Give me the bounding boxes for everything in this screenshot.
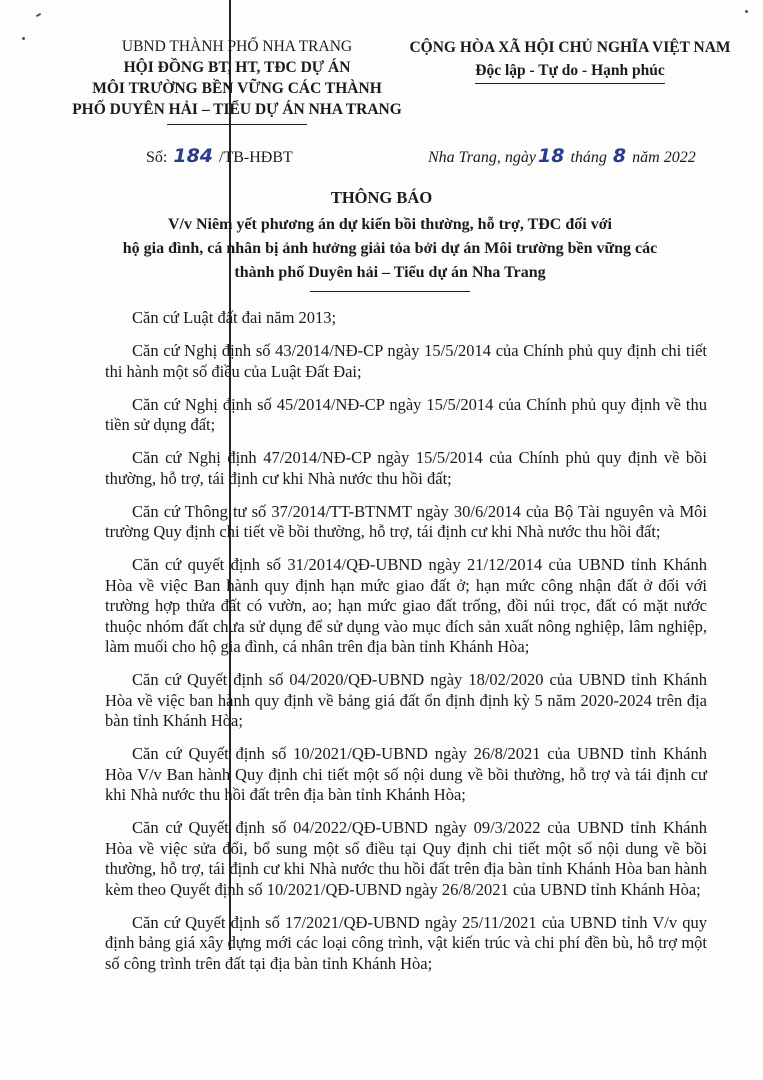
document-number [146,145,293,167]
date-month-label: tháng [570,149,607,166]
date-prefix: Nha Trang, ngày [428,149,537,166]
authority-line-2: HỘI ĐỒNG BT, HT, TĐC DỰ ÁN [123,59,351,76]
legal-basis-paragraph: Căn cứ Thông tư số 37/2014/TT-BTNMT ngày 30/6/2014 của Bộ Tài nguyên và Môi trường Quy định chi tiết về bồi thường, hỗ trợ, tái định cư khi Nhà nước thu hồi đất; [105,501,707,541]
authority-line-3: MÔI TRƯỜNG BỀN VỮNG CÁC THÀNH [92,80,382,97]
document-title: THÔNG BÁO [330,188,433,207]
date-year-label: năm 2022 [632,149,696,166]
subject-line-3: thành phố Duyên hải – Tiểu dự án Nha Trang [234,264,546,281]
national-motto: Độc lập - Tự do - Hạnh phúc [475,59,664,84]
issuing-authority [72,36,402,125]
document-subject [90,213,690,292]
national-name: CỘNG HÒA XÃ HỘI CHỦ NGHĨA VIỆT NAM [409,39,731,56]
legal-basis-paragraph: Căn cứ Nghị định 47/2014/NĐ-CP ngày 15/5/2014 của Chính phủ quy định về bồi thường, hỗ trợ, tái định cư khi Nhà nước thu hồi đất; [105,448,707,488]
subject-line-2: hộ gia đình, cá nhân bị ảnh hưởng giải tỏa bởi dự án Môi trường bền vững các [122,240,658,257]
document-body [105,308,707,987]
scan-speck [22,37,25,40]
authority-line-4: PHỐ DUYÊN HẢI – TIỂU DỰ ÁN NHA TRANG [72,101,402,118]
legal-basis-paragraph: Căn cứ quyết định số 31/2014/QĐ-UBND ngày 21/12/2014 của UBND tỉnh Khánh Hòa về việc Ban hành quy định hạn mức giao đất ở; hạn mức công nhận đất ở đối với trường hợp thửa đất có vườn, ao; hạn mức giao đất trống, đồi núi trọc, đất có mặt nước thuộc nhóm đất chưa sử dụng để sử dụng vào mục đích sản xuất nông nghiệp, lâm nghiệp, làm muối cho hộ gia đình, cá nhân trên địa bàn tỉnh Khánh Hòa; [105,555,707,656]
authority-underline [167,124,307,125]
date-month: 8 [612,145,627,167]
legal-basis-paragraph: Căn cứ Quyết định số 10/2021/QĐ-UBND ngày 26/8/2021 của UBND tỉnh Khánh Hòa V/v Ban hành Quy định chi tiết một số nội dung về bồi thường, hỗ trợ và tái định cư khi Nhà nước thu hồi đất trên địa bàn tỉnh Khánh Hòa; [105,744,707,804]
legal-basis-paragraph: Căn cứ Quyết định số 04/2022/QĐ-UBND ngày 09/3/2022 của UBND tỉnh Khánh Hòa về việc sửa đổi, bổ sung một số điều tại Quy định chi tiết một số nội dung về bồi thường, hỗ trợ, tái định cư khi Nhà nước thu hồi đất trên địa bàn tỉnh Khánh Hòa ban hành kèm theo Quyết định số 10/2021/QĐ-UBND ngày 26/8/2021 của UBND tỉnh Khánh Hòa; [105,818,707,899]
authority-line-1: UBND THÀNH PHỐ NHA TRANG [121,38,353,55]
scan-speck [745,10,748,13]
date-day: 18 [538,145,565,167]
legal-basis-paragraph: Căn cứ Quyết định số 04/2020/QĐ-UBND ngày 18/02/2020 của UBND tỉnh Khánh Hòa về việc ban hành quy định về bảng giá đất ổn định định kỳ 5 năm 2020-2024 trên địa bàn tỉnh Khánh Hòa; [105,670,707,730]
document-number-handwritten: 184 [173,145,214,167]
legal-basis-paragraph: Căn cứ Quyết định số 17/2021/QĐ-UBND ngày 25/11/2021 của UBND tỉnh V/v quy định bảng giá xây dựng mới các loại công trình, vật kiến trúc và chi phí đền bù, hỗ trợ một số công trình trên đất tại địa bàn tỉnh Khánh Hòa; [105,912,707,973]
document-number-suffix: /TB-HĐBT [219,149,293,166]
subject-underline [310,291,470,292]
national-header [400,36,740,84]
legal-basis-paragraph: Căn cứ Nghị định số 45/2014/NĐ-CP ngày 15/5/2014 của Chính phủ quy định về thu tiền sử dụng đất; [105,394,707,434]
document-number-prefix: Số: [146,149,168,166]
scan-speck [36,13,41,17]
subject-line-1: V/v Niêm yết phương án dự kiến bồi thường, hỗ trợ, TĐC đối với [167,216,612,233]
legal-basis-paragraph: Căn cứ Luật đất đai năm 2013; [132,308,337,327]
issue-date [428,145,696,167]
legal-basis-paragraph: Căn cứ Nghị định số 43/2014/NĐ-CP ngày 15/5/2014 của Chính phủ quy định chi tiết thi hành một số điều của Luật Đất Đai; [105,341,707,381]
